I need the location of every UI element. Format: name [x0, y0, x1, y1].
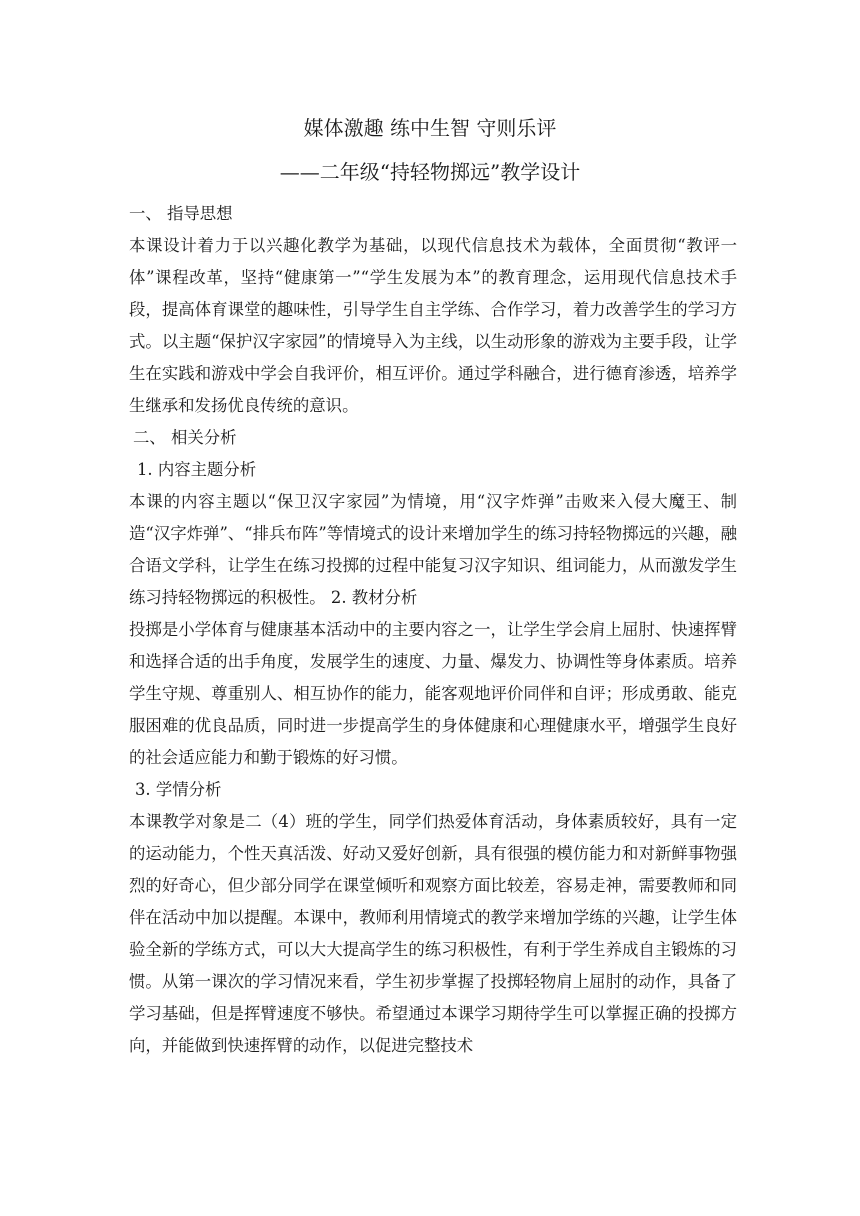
paragraph-textbook-analysis: 投掷是小学体育与健康基本活动中的主要内容之一，让学生学会肩上屈肘、快速挥臂和选择合适的出手角度，发展学生的速度、力量、爆发力、协调性等身体素质。培养学生守规、尊重别人、相互协作的能力，能客观地评价同伴和自评；形成勇敢、能克服困难的优良品质，同时进一步提高学生的身体健康和心理健康水平，增强学生良好的社会适应能力和勤于锻炼的好习惯。 [129, 620, 737, 767]
document-subtitle: ——二年级“持轻物掷远”教学设计 [279, 160, 581, 184]
paragraph-learner-analysis: 本课教学对象是二（4）班的学生，同学们热爱体育活动，身体素质较好，具有一定的运动能力，个性天真活泼、好动又爱好创新，具有很强的模仿能力和对新鲜事物强烈的好奇心，但少部分同学在课堂倾听和观察方面比较差，容易走神，需要教师和同伴在活动中加以提醒。本课中，教师利用情境式的教学来增加学练的兴趣，让学生体验全新的学练方式，可以大大提高学生的练习积极性，有利于学生养成自主锻炼的习惯。从第一课次的学习情况来看，学生初步掌握了投掷轻物肩上屈肘的动作，具备了学习基础，但是挥臂速度不够快。希望通过本课学习期待学生可以掌握正确的投掷方向，并能做到快速挥臂的动作，以促进完整技术 [129, 812, 737, 1055]
section-heading-guiding-ideology: 一、 指导思想 [129, 204, 233, 223]
section-heading-analysis: 二、 相关分析 [133, 428, 237, 447]
paragraph-guiding-ideology: 本课设计着力于以兴趣化教学为基础，以现代信息技术为载体，全面贯彻“教评一体”课程改革，坚持“健康第一”“学生发展为本”的教育理念，运用现代信息技术手段，提高体育课堂的趣味性，引导学生自主学练、合作学习，着力改善学生的学习方式。以主题“保护汉字家园”的情境导入为主线，以生动形象的游戏为主要手段，让学生在实践和游戏中学会自我评价，相互评价。通过学科融合，进行德育渗透，培养学生继承和发扬优良传统的意识。 [129, 236, 737, 415]
paragraph-content-theme: 本课的内容主题以“保卫汉字家园”为情境，用“汉字炸弹”击败来入侵大魔王、制 造“汉字炸弹”、“排兵布阵”等情境式的设计来增加学生的练习持轻物掷远的兴趣，融合语文学科，让学生在练习投掷的过程中能复习汉字知识、组词能力，从而激发学生练习持轻物掷远的积极性。 2. 教材分析 [129, 492, 737, 607]
subheading-learner-analysis: 3. 学情分析 [135, 780, 222, 799]
document-body [129, 198, 737, 1062]
document-title: 媒体激趣 练中生智 守则乐评 [303, 116, 557, 140]
subheading-content-theme: 1. 内容主题分析 [137, 460, 257, 479]
